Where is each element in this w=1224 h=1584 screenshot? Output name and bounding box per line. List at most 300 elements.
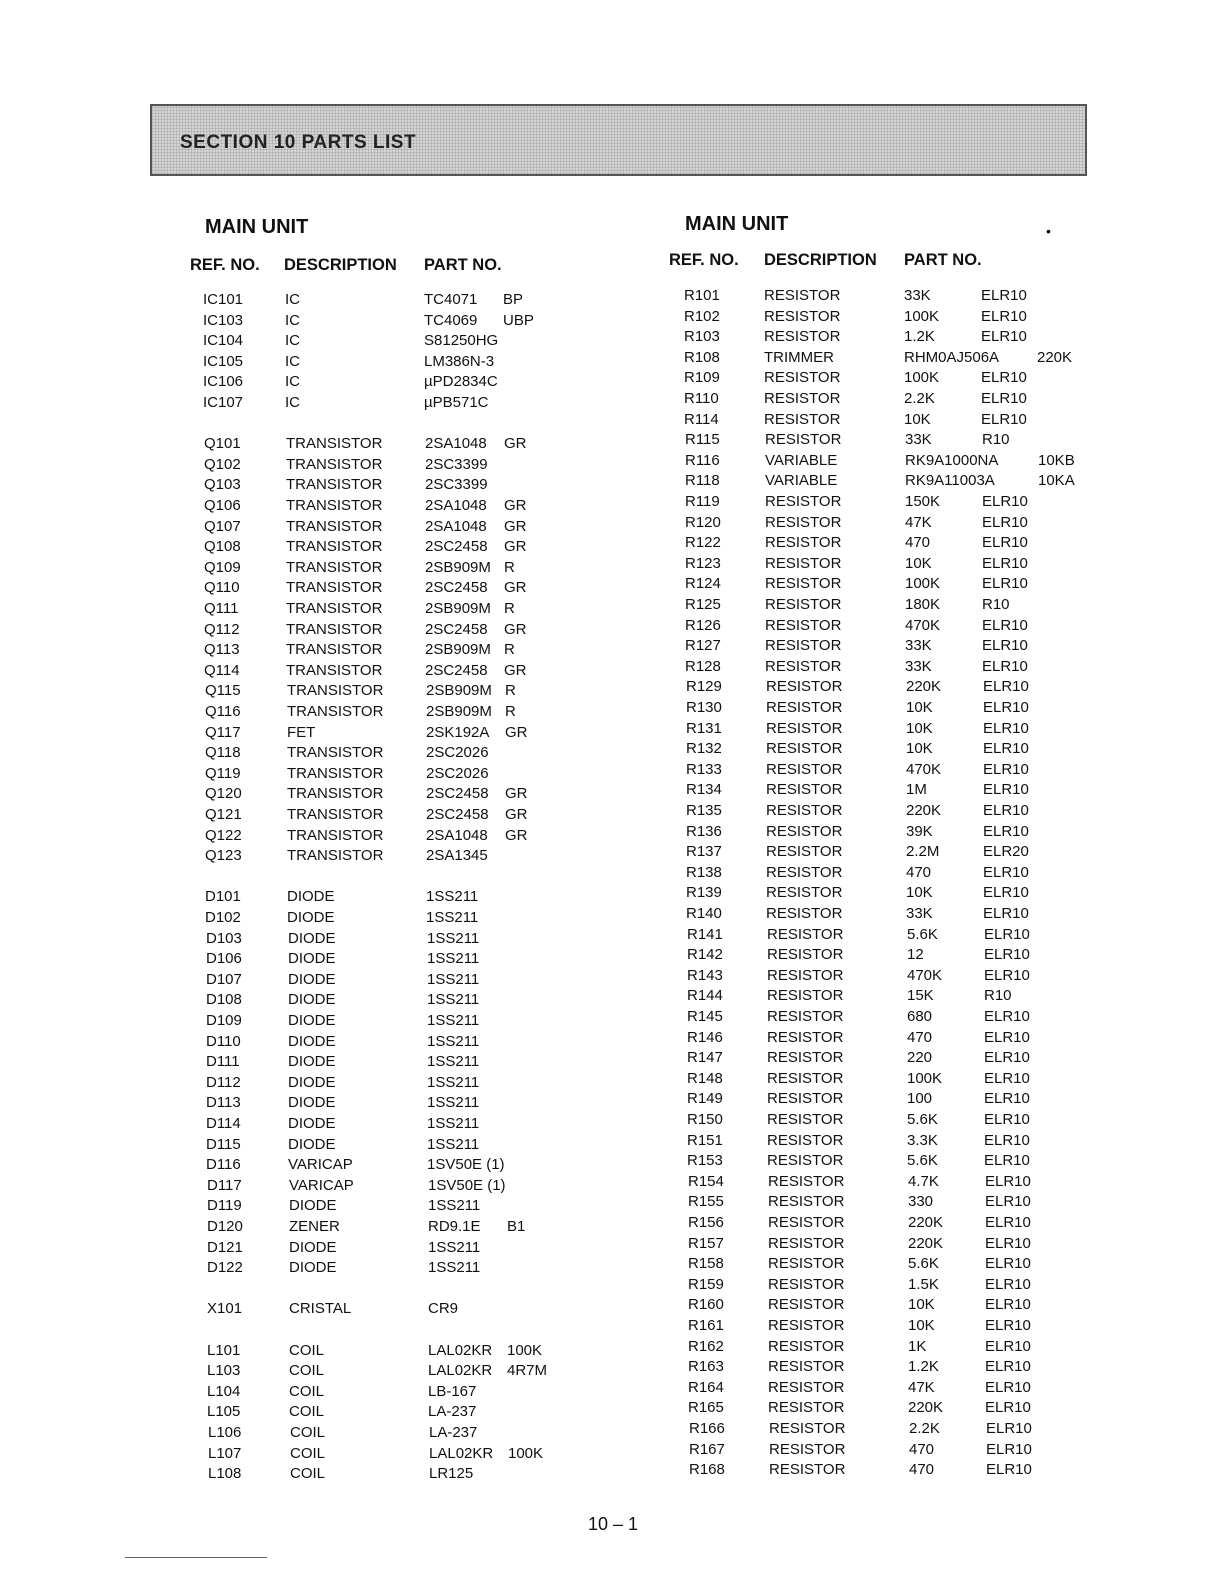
part-no: 1M	[906, 781, 927, 798]
part-suffix: 4R7M	[507, 1362, 548, 1379]
part-no: 33K	[905, 658, 932, 675]
ref-no: R145	[687, 1008, 723, 1025]
description: IC	[285, 353, 300, 370]
part-no: 220K	[906, 678, 942, 695]
part-no: 1K	[908, 1338, 927, 1355]
ref-no: R126	[685, 617, 721, 634]
ref-no: L101	[207, 1342, 241, 1359]
part-no: 1.2K	[904, 328, 935, 345]
ref-no: D117	[207, 1177, 242, 1194]
ref-no: R127	[685, 637, 721, 654]
part-no: 2SB909M	[425, 559, 491, 576]
description: TRANSISTOR	[287, 827, 384, 844]
part-suffix: ELR10	[985, 1255, 1031, 1272]
ref-no: R115	[685, 431, 720, 448]
part-no: 2SC2458	[425, 538, 488, 555]
part-suffix: ELR10	[982, 493, 1028, 510]
part-no: RHM0AJ506A	[904, 349, 1000, 366]
part-no: 2SC2458	[426, 806, 489, 823]
part-extra: 10KA	[1038, 472, 1075, 489]
description: RESISTOR	[768, 1173, 845, 1190]
part-suffix: ELR10	[985, 1358, 1031, 1375]
description: RESISTOR	[764, 411, 841, 428]
description: RESISTOR	[768, 1296, 845, 1313]
description: DIODE	[288, 950, 336, 967]
part-suffix: ELR10	[981, 287, 1027, 304]
ref-no: R150	[687, 1111, 723, 1128]
ref-no: Q103	[204, 476, 241, 493]
description: DIODE	[287, 888, 335, 905]
part-no: 100	[907, 1090, 933, 1107]
ref-no: IC101	[203, 291, 244, 308]
ref-no: D101	[205, 888, 241, 905]
part-suffix: ELR10	[983, 678, 1029, 695]
description: TRANSISTOR	[287, 806, 384, 823]
ref-no: R118	[685, 472, 720, 489]
part-no: 2SK192A	[426, 724, 490, 741]
description: RESISTOR	[766, 699, 843, 716]
part-no: LAL02KR	[428, 1342, 493, 1359]
part-suffix: ELR10	[981, 369, 1027, 386]
description: RESISTOR	[766, 905, 843, 922]
ref-no: R128	[685, 658, 721, 675]
part-no: 1SS211	[427, 1053, 480, 1070]
part-suffix: GR	[505, 785, 528, 802]
ref-no: R149	[687, 1090, 723, 1107]
ref-no: R164	[688, 1379, 724, 1396]
description: CRISTAL	[289, 1300, 352, 1317]
ref-no: R108	[684, 349, 720, 366]
part-no: LAL02KR	[428, 1362, 493, 1379]
part-no: 2SA1345	[426, 847, 488, 864]
part-no: 1.5K	[908, 1276, 939, 1293]
description: TRANSISTOR	[287, 682, 384, 699]
description: VARIABLE	[765, 452, 838, 469]
description: RESISTOR	[767, 987, 844, 1004]
part-no: µPD2834C	[424, 373, 498, 390]
ref-no: D106	[206, 950, 242, 967]
description: RESISTOR	[764, 308, 841, 325]
part-suffix: R10	[982, 431, 1010, 448]
description: RESISTOR	[768, 1379, 845, 1396]
part-suffix: BP	[503, 291, 524, 308]
part-no: 2SB909M	[425, 641, 491, 658]
part-suffix: ELR10	[985, 1235, 1031, 1252]
ref-no: D109	[206, 1012, 242, 1029]
ref-no: L105	[207, 1403, 241, 1420]
description: RESISTOR	[767, 1132, 844, 1149]
part-no: LM386N-3	[424, 353, 495, 370]
ref-no: R147	[687, 1049, 723, 1066]
ref-no: R161	[688, 1317, 724, 1334]
right-header-part: PART NO.	[904, 251, 982, 269]
description: RESISTOR	[764, 390, 841, 407]
ref-no: R120	[685, 514, 721, 531]
part-suffix: ELR10	[985, 1214, 1031, 1231]
part-suffix: ELR10	[981, 390, 1027, 407]
ref-no: R146	[687, 1029, 723, 1046]
part-no: 2.2M	[906, 843, 940, 860]
ref-no: Q112	[204, 621, 240, 638]
ref-no: R141	[687, 926, 723, 943]
description: DIODE	[288, 971, 336, 988]
ref-no: Q113	[204, 641, 240, 658]
part-suffix: ELR10	[981, 328, 1027, 345]
description: IC	[285, 394, 300, 411]
part-suffix: ELR10	[982, 658, 1028, 675]
part-no: 220K	[908, 1235, 944, 1252]
part-suffix: ELR10	[984, 1152, 1030, 1169]
part-suffix: ELR10	[984, 926, 1030, 943]
description: DIODE	[288, 1033, 336, 1050]
description: COIL	[289, 1362, 325, 1379]
part-no: 1SS211	[427, 1094, 480, 1111]
description: DIODE	[288, 1115, 336, 1132]
part-no: 39K	[906, 823, 933, 840]
description: RESISTOR	[768, 1235, 845, 1252]
ref-no: X101	[207, 1300, 243, 1317]
description: RESISTOR	[768, 1317, 845, 1334]
part-no: 100K	[904, 369, 940, 386]
part-no: 47K	[908, 1379, 935, 1396]
ref-no: R139	[686, 884, 722, 901]
ref-no: D115	[206, 1136, 241, 1153]
left-header-part: PART NO.	[424, 256, 502, 274]
part-no: 100K	[904, 308, 940, 325]
ref-no: Q115	[205, 682, 241, 699]
part-suffix: ELR10	[984, 1111, 1030, 1128]
ref-no: Q118	[205, 744, 241, 761]
part-no: 2.2K	[904, 390, 935, 407]
page-number: 10 – 1	[588, 1514, 639, 1534]
description: RESISTOR	[768, 1276, 845, 1293]
ref-no: Q121	[205, 806, 242, 823]
description: IC	[285, 373, 300, 390]
ref-no: R133	[686, 761, 722, 778]
part-no: 2SC2026	[426, 744, 489, 761]
part-suffix: ELR10	[984, 1029, 1030, 1046]
part-no: 33K	[906, 905, 933, 922]
ref-no: D119	[207, 1197, 242, 1214]
description: COIL	[290, 1445, 326, 1462]
part-no: TC4069	[424, 312, 478, 329]
description: TRANSISTOR	[287, 765, 384, 782]
description: RESISTOR	[766, 720, 843, 737]
description: RESISTOR	[768, 1193, 845, 1210]
part-suffix: GR	[504, 579, 527, 596]
part-no: 10K	[906, 884, 933, 901]
ref-no: R132	[686, 740, 722, 757]
ref-no: R129	[686, 678, 722, 695]
part-suffix: ELR10	[985, 1276, 1031, 1293]
part-suffix: ELR10	[982, 514, 1028, 531]
part-suffix: R10	[984, 987, 1012, 1004]
ref-no: R142	[687, 946, 723, 963]
description: TRANSISTOR	[287, 847, 384, 864]
ref-no: D103	[206, 930, 242, 947]
part-no: 470K	[905, 617, 941, 634]
ref-no: D116	[206, 1156, 241, 1173]
ref-no: Q117	[205, 724, 241, 741]
description: FET	[287, 724, 316, 741]
ref-no: R140	[686, 905, 722, 922]
description: RESISTOR	[767, 946, 844, 963]
part-suffix: ELR10	[985, 1317, 1031, 1334]
ref-no: R154	[688, 1173, 724, 1190]
part-no: 1SS211	[427, 1012, 480, 1029]
description: RESISTOR	[768, 1214, 845, 1231]
part-suffix: R	[505, 682, 516, 699]
part-no: 680	[907, 1008, 933, 1025]
part-no: µPB571C	[424, 394, 489, 411]
part-no: 220K	[908, 1214, 944, 1231]
description: DIODE	[288, 991, 336, 1008]
ref-no: D121	[207, 1239, 243, 1256]
part-no: 100K	[905, 575, 941, 592]
part-no: 33K	[905, 637, 932, 654]
description: RESISTOR	[765, 575, 842, 592]
part-suffix: ELR20	[983, 843, 1029, 860]
description: TRANSISTOR	[286, 641, 383, 658]
description: RESISTOR	[768, 1399, 845, 1416]
part-suffix: ELR10	[986, 1441, 1032, 1458]
description: TRANSISTOR	[287, 785, 384, 802]
part-no: 2SC2458	[425, 662, 488, 679]
ref-no: R122	[685, 534, 721, 551]
description: COIL	[289, 1403, 325, 1420]
ref-no: R157	[688, 1235, 724, 1252]
part-no: 1SS211	[427, 991, 480, 1008]
part-no: 2.2K	[909, 1420, 940, 1437]
description: RESISTOR	[764, 287, 841, 304]
ref-no: R153	[687, 1152, 723, 1169]
part-suffix: ELR10	[983, 740, 1029, 757]
description: RESISTOR	[767, 1049, 844, 1066]
ref-no: IC107	[203, 394, 244, 411]
ref-no: Q122	[205, 827, 242, 844]
ref-no: R155	[688, 1193, 724, 1210]
part-suffix: ELR10	[985, 1399, 1031, 1416]
part-suffix: ELR10	[985, 1193, 1031, 1210]
part-no: 1SS211	[426, 888, 479, 905]
description: RESISTOR	[764, 369, 841, 386]
ref-no: L104	[207, 1383, 241, 1400]
ref-no: D112	[206, 1074, 241, 1091]
ref-no: Q116	[205, 703, 241, 720]
ref-no: R110	[684, 390, 719, 407]
part-suffix: ELR10	[983, 905, 1029, 922]
section-banner	[150, 104, 1087, 176]
ref-no: Q120	[205, 785, 242, 802]
ref-no: R148	[687, 1070, 723, 1087]
right-header-ref: REF. NO.	[669, 251, 739, 269]
description: RESISTOR	[765, 493, 842, 510]
part-no: 1SS211	[428, 1259, 481, 1276]
part-suffix: ELR10	[982, 555, 1028, 572]
ref-no: D111	[206, 1053, 240, 1070]
description: TRANSISTOR	[286, 538, 383, 555]
part-suffix: ELR10	[983, 823, 1029, 840]
part-no: LA-237	[429, 1424, 478, 1441]
description: RESISTOR	[767, 1008, 844, 1025]
description: RESISTOR	[767, 1070, 844, 1087]
description: IC	[285, 291, 300, 308]
ref-no: R159	[688, 1276, 724, 1293]
description: RESISTOR	[768, 1338, 845, 1355]
description: RESISTOR	[769, 1461, 846, 1478]
part-no: 5.6K	[907, 1152, 938, 1169]
part-suffix: GR	[504, 497, 527, 514]
part-no: 1SS211	[427, 971, 480, 988]
part-no: RD9.1E	[428, 1218, 481, 1235]
description: DIODE	[288, 1012, 336, 1029]
part-no: 5.6K	[907, 926, 938, 943]
part-suffix: ELR10	[981, 308, 1027, 325]
description: VARIABLE	[765, 472, 838, 489]
description: RESISTOR	[765, 658, 842, 675]
ref-no: R165	[688, 1399, 724, 1416]
part-no: 10K	[904, 411, 931, 428]
part-no: 2SA1048	[425, 497, 487, 514]
part-no: 2SC3399	[425, 456, 488, 473]
part-suffix: R	[504, 641, 515, 658]
part-no: RK9A11003A	[905, 472, 995, 489]
description: TRANSISTOR	[286, 662, 383, 679]
part-no: 12	[907, 946, 924, 963]
left-unit-title: MAIN UNIT	[205, 216, 309, 238]
part-no: 470	[905, 534, 931, 551]
description: COIL	[289, 1383, 325, 1400]
description: RESISTOR	[767, 1111, 844, 1128]
part-no: 2SB909M	[426, 703, 492, 720]
part-no: 470	[909, 1441, 935, 1458]
description: DIODE	[289, 1259, 337, 1276]
description: RESISTOR	[766, 802, 843, 819]
description: RESISTOR	[765, 617, 842, 634]
ref-no: D110	[206, 1033, 241, 1050]
ref-no: L106	[208, 1424, 242, 1441]
part-no: LA-237	[428, 1403, 477, 1420]
ref-no: R109	[684, 369, 720, 386]
part-suffix: ELR10	[984, 1132, 1030, 1149]
ref-no: R151	[687, 1132, 723, 1149]
part-no: 2SA1048	[426, 827, 488, 844]
ref-no: R144	[687, 987, 723, 1004]
description: RESISTOR	[766, 864, 843, 881]
description: TRANSISTOR	[286, 435, 383, 452]
part-suffix: R	[504, 559, 515, 576]
description: RESISTOR	[766, 781, 843, 798]
part-no: 180K	[905, 596, 941, 613]
ref-no: Q109	[204, 559, 241, 576]
part-suffix: UBP	[503, 312, 534, 329]
description: RESISTOR	[765, 534, 842, 551]
description: TRIMMER	[764, 349, 834, 366]
ref-no: R131	[686, 720, 722, 737]
right-header-description: DESCRIPTION	[764, 251, 877, 269]
ref-no: D102	[205, 909, 241, 926]
description: TRANSISTOR	[286, 456, 383, 473]
part-no: 2SA1048	[425, 435, 487, 452]
description: RESISTOR	[766, 740, 843, 757]
part-suffix: ELR10	[982, 637, 1028, 654]
description: IC	[285, 312, 300, 329]
part-suffix: ELR10	[985, 1338, 1031, 1355]
ref-no: D114	[206, 1115, 241, 1132]
part-suffix: ELR10	[981, 411, 1027, 428]
part-no: 4.7K	[908, 1173, 939, 1190]
description: VARICAP	[288, 1156, 353, 1173]
part-no: 10K	[906, 720, 933, 737]
part-no: 470	[907, 1029, 933, 1046]
ref-no: IC106	[203, 373, 244, 390]
part-no: 1SV50E (1)	[428, 1177, 506, 1194]
part-no: 33K	[905, 431, 932, 448]
ref-no: R163	[688, 1358, 724, 1375]
part-no: 1SS211	[427, 1115, 480, 1132]
ref-no: R166	[689, 1420, 725, 1437]
description: RESISTOR	[767, 1090, 844, 1107]
description: RESISTOR	[769, 1420, 846, 1437]
part-no: 1SS211	[427, 1033, 480, 1050]
part-suffix: ELR10	[984, 967, 1030, 984]
part-suffix: ELR10	[983, 720, 1029, 737]
part-no: 220	[907, 1049, 933, 1066]
ref-no: R138	[686, 864, 722, 881]
part-no: 1SS211	[428, 1197, 481, 1214]
ref-no: IC104	[203, 332, 244, 349]
part-no: 220K	[906, 802, 942, 819]
part-suffix: ELR10	[982, 534, 1028, 551]
ref-no: R137	[686, 843, 722, 860]
ref-no: IC103	[203, 312, 244, 329]
part-suffix: ELR10	[983, 699, 1029, 716]
part-suffix: ELR10	[983, 884, 1029, 901]
part-suffix: ELR10	[985, 1296, 1031, 1313]
part-no: 2SB909M	[425, 600, 491, 617]
ref-no: R135	[686, 802, 722, 819]
part-no: 33K	[904, 287, 931, 304]
part-no: 100K	[907, 1070, 943, 1087]
description: RESISTOR	[765, 514, 842, 531]
description: TRANSISTOR	[287, 744, 384, 761]
ref-no: Q119	[205, 765, 241, 782]
ref-no: R116	[685, 452, 720, 469]
description: DIODE	[289, 1239, 337, 1256]
description: RESISTOR	[767, 1152, 844, 1169]
description: TRANSISTOR	[286, 476, 383, 493]
description: RESISTOR	[766, 843, 843, 860]
part-no: LAL02KR	[429, 1445, 494, 1462]
description: RESISTOR	[766, 884, 843, 901]
ref-no: L107	[208, 1445, 242, 1462]
part-suffix: GR	[505, 806, 528, 823]
description: DIODE	[288, 1074, 336, 1091]
part-suffix: GR	[504, 518, 527, 535]
part-no: 470	[909, 1461, 935, 1478]
ref-no: D107	[206, 971, 242, 988]
part-no: 5.6K	[907, 1111, 938, 1128]
part-no: 15K	[907, 987, 934, 1004]
part-no: LB-167	[428, 1383, 477, 1400]
part-suffix: R	[504, 600, 515, 617]
description: RESISTOR	[765, 637, 842, 654]
part-no: 470K	[907, 967, 943, 984]
part-no: 10K	[905, 555, 932, 572]
part-suffix: ELR10	[983, 802, 1029, 819]
description: TRANSISTOR	[287, 703, 384, 720]
part-no: 330	[908, 1193, 934, 1210]
